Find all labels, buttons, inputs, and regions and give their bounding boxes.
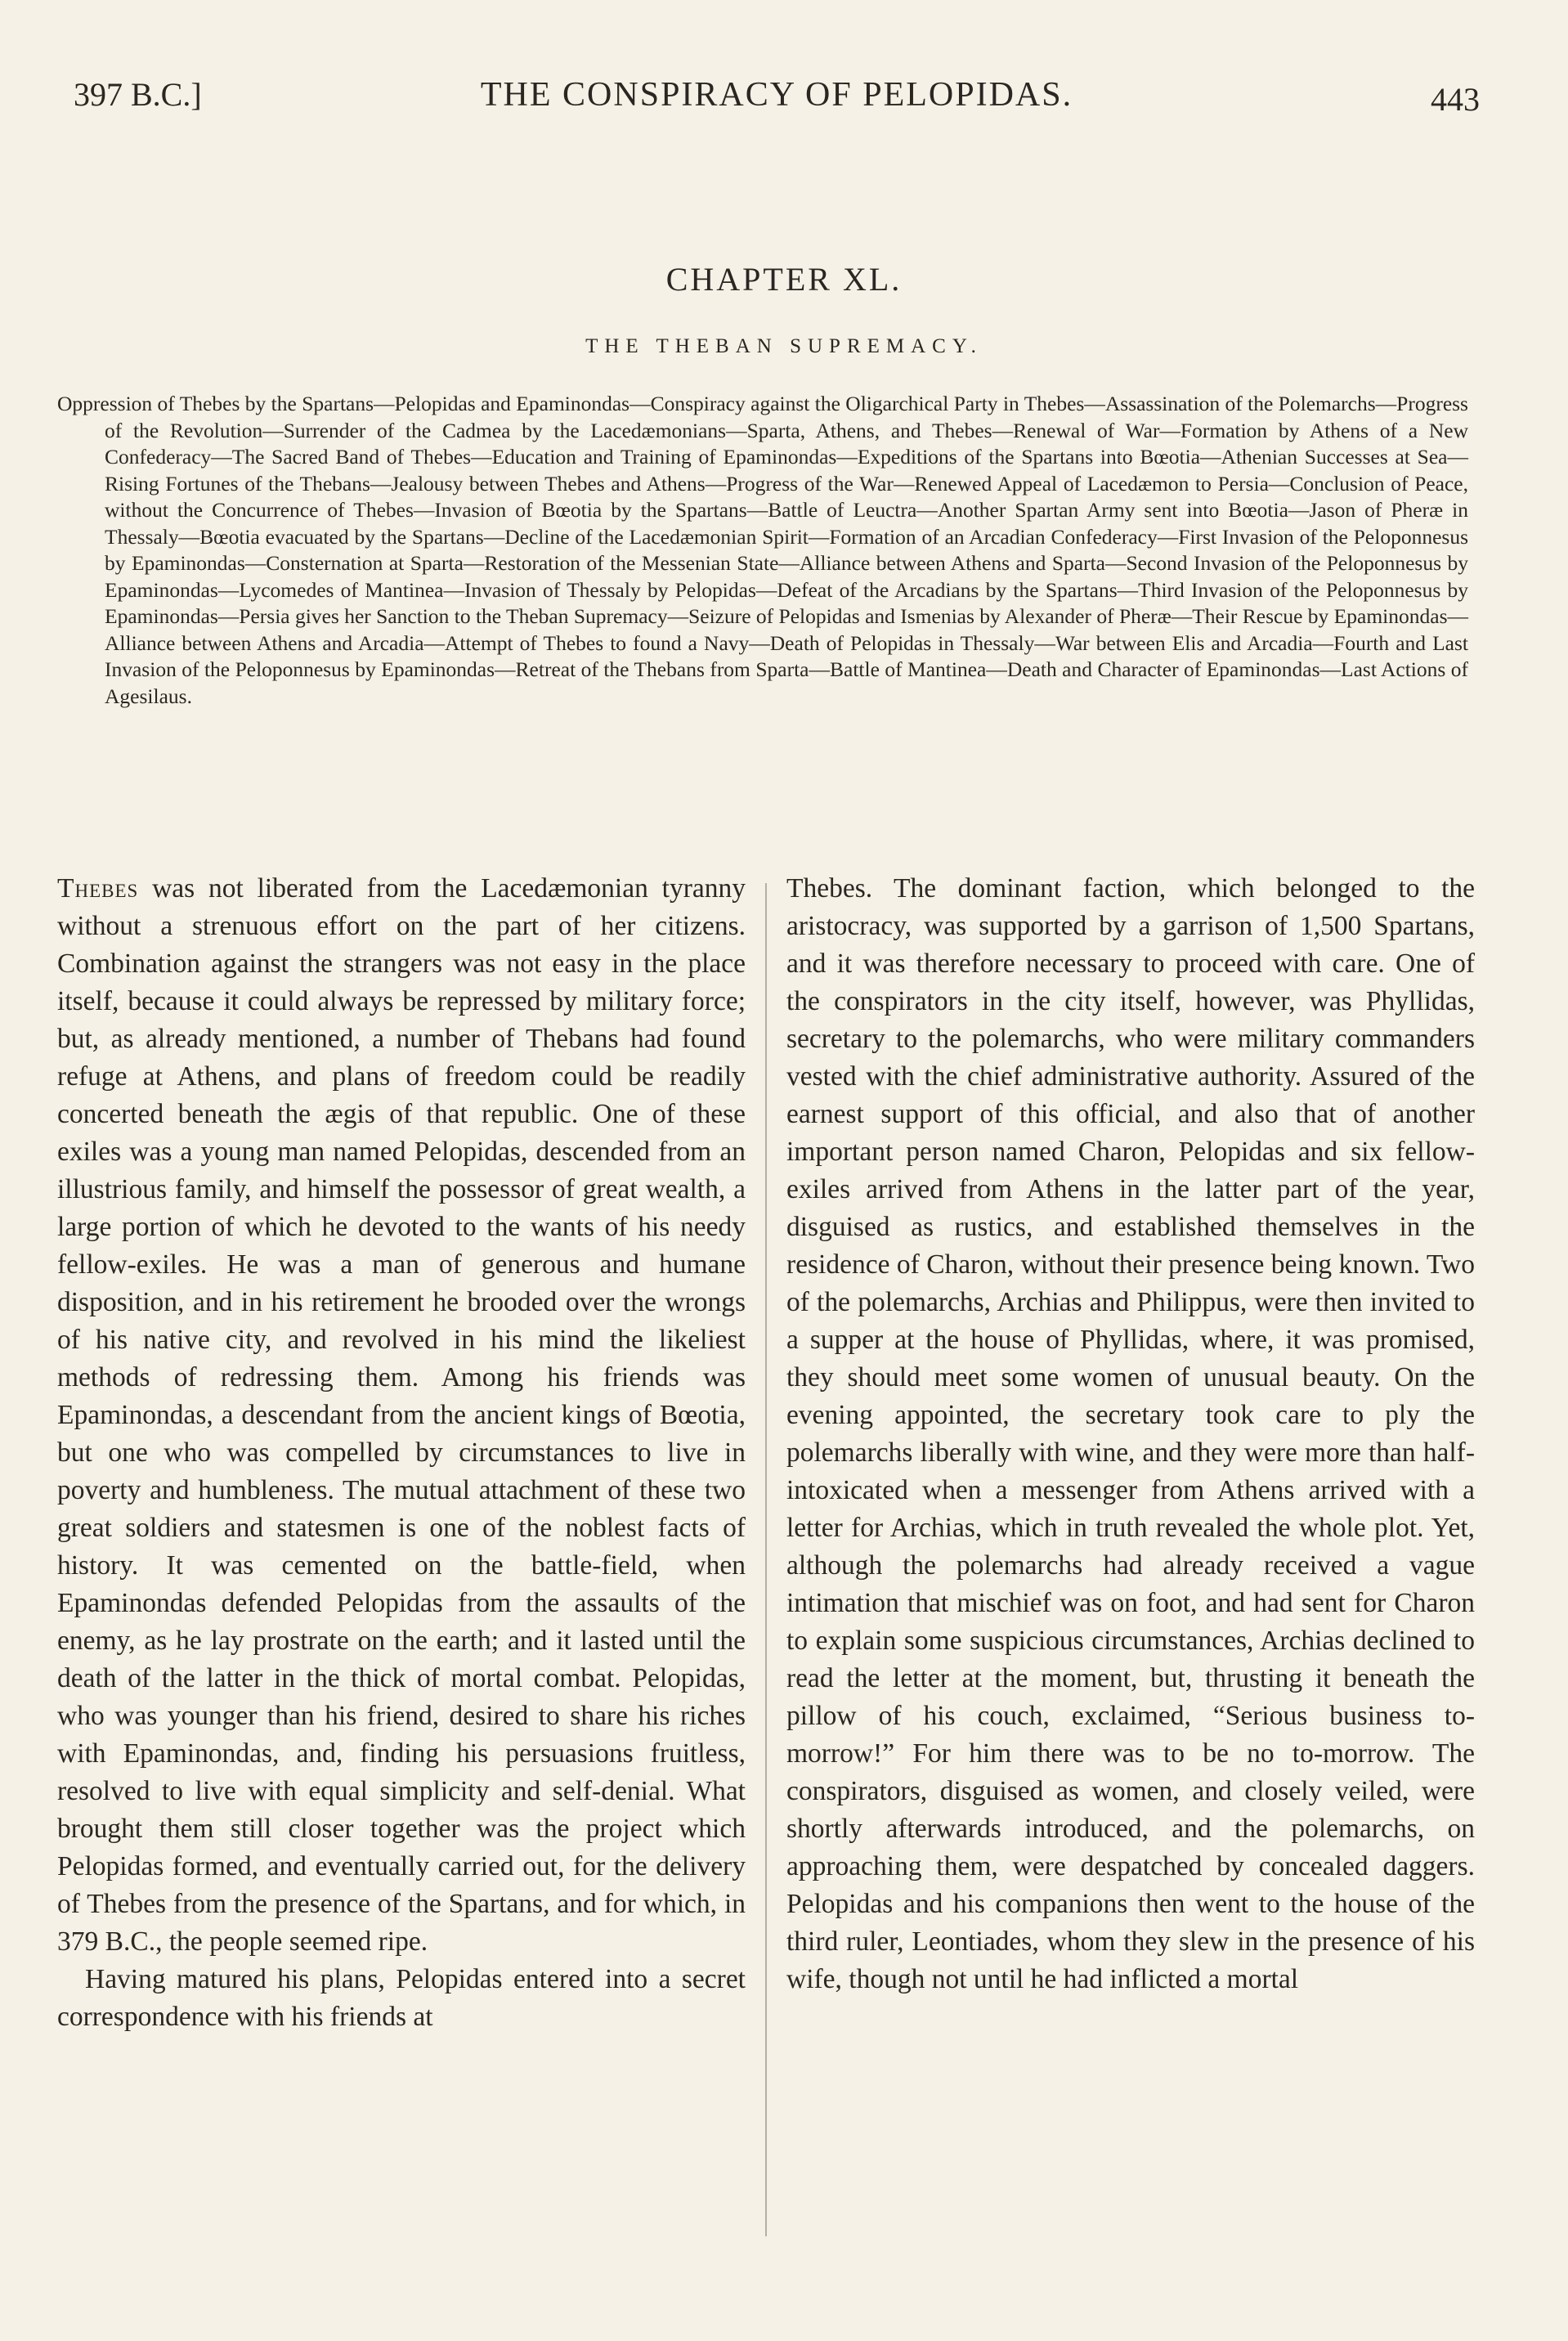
- paragraph: Thebes. The dominant faction, which belonged to the aristocracy, was supported by a garrison of 1,500 Spartans, and it was therefore necessary to proceed with care. One of the conspirators in the city itself, however, was Phyllidas, secretary to the polemarchs, who were military commanders vested with the chief administrative authority. Assured of the earnest support of this official, and also that of another important person named Charon, Pelopidas and six fellow-exiles arrived from Athens in the latter part of the year, disguised as rustics, and established themselves in the residence of Charon, without their presence being known. Two of the polemarchs, Archias and Philippus, were then invited to a supper at the house of Phyllidas, where, it was promised, they should meet some women of unusual beauty. On the evening appointed, the secretary took care to ply the polemarchs liberally with wine, and they were more than half-intoxicated when a messenger from Athens arrived with a letter for Archias, which in truth revealed the whole plot. Yet, although the polemarchs had already received a vague intimation that mischief was on foot, and had sent for Charon to explain some suspicious circumstances, Archias declined to read the letter at the moment, but, thrusting it beneath the pillow of his couch, exclaimed, “Serious business to-morrow!” For him there was to be no to-morrow. The conspirators, disguised as women, and closely veiled, were shortly afterwards introduced, and the polemarchs, on approaching them, were despatched by concealed daggers. Pelopidas and his companions then went to the house of the third ruler, Leontiades, whom they slew in the presence of his wife, though not until he had inflicted a mortal: [786, 873, 1475, 1994]
- chapter-synopsis: Oppression of Thebes by the Spartans—Pelopidas and Epaminondas—Conspiracy against the Oligarchical Party in Thebes—Assassination of the Polemarchs—Progress of the Revolution—Surrender of the Cadmea by the Lacedæmonians—Sparta, Athens, and Thebes—Renewal of War—Formation by Athens of a New Confederacy—The Sacred Band of Thebes—Education and Training of Epaminondas—Expeditions of the Spartans into Bœotia—Athenian Successes at Sea—Rising Fortunes of the Thebans—Jealousy between Thebes and Athens—Progress of the War—Renewed Appeal of Lacedæmon to Persia—Conclusion of Peace, without the Concurrence of Thebes—Invasion of Bœotia by the Spartans—Battle of Leuctra—Another Spartan Army sent into Bœotia—Jason of Pheræ in Thessaly—Bœotia evacuated by the Spartans—Decline of the Lacedæmonian Spirit—Formation of an Arcadian Confederacy—First Invasion of the Peloponnesus by Epaminondas—Consternation at Sparta—Restoration of the Messenian State—Alliance between Athens and Sparta—Second Invasion of the Peloponnesus by Epaminondas—Lycomedes of Mantinea—Invasion of Thessaly by Pelopidas—Defeat of the Arcadians by the Spartans—Third Invasion of the Peloponnesus by Epaminondas—Persia gives her Sanction to the Theban Supremacy—Seizure of Pelopidas and Ismenias by Alexander of Pheræ—Their Rescue by Epaminondas—Alliance between Athens and Arcadia—Attempt of Thebes to found a Navy—Death of Pelopidas in Thessaly—War between Elis and Arcadia—Fourth and Last Invasion of the Peloponnesus by Epaminondas—Retreat of the Thebans from Sparta—Battle of Mantinea—Death and Character of Epaminondas—Last Actions of Agesilaus.: [57, 392, 1468, 708]
- paragraph: [57, 870, 746, 1961]
- body-column-left: [57, 870, 746, 2036]
- paragraph: Having matured his plans, Pelopidas entered into a secret correspondence with his friends at: [57, 1964, 746, 2032]
- header-year: 397 B.C.]: [74, 76, 202, 113]
- chapter-number: CHAPTER XL.: [665, 261, 903, 298]
- chapter-subtitle: THE THEBAN SUPREMACY.: [585, 335, 983, 357]
- column-divider: [765, 883, 767, 2236]
- body-column-right: [786, 870, 1475, 1998]
- running-header: [74, 75, 1480, 124]
- paragraph-lead-word: Thebes: [57, 873, 139, 904]
- header-title: THE CONSPIRACY OF PELOPIDAS.: [480, 76, 1073, 114]
- page-number: 443: [1431, 81, 1480, 118]
- paragraph-text: was not liberated from the Lacedæmonian tyranny without a strenuous effort on the part of her citizens. Combination against the strangers was not easy in the place itself, because it could always be repressed by military force; but, as already mentioned, a number of Thebans had found refuge at Athens, and plans of freedom could be readily concerted beneath the ægis of that republic. One of these exiles was a young man named Pelopidas, descended from an illustrious family, and himself the possessor of great wealth, a large portion of which he devoted to the wants of his needy fellow-exiles. He was a man of generous and humane disposition, and in his retirement he brooded over the wrongs of his native city, and revolved in his mind the likeliest methods of redressing them. Among his friends was Epaminondas, a descendant from the ancient kings of Bœotia, but one who was compelled by circumstances to live in poverty and humbleness. The mutual attachment of these two great soldiers and statesmen is one of the noblest facts of history. It was cemented on the battle-field, when Epaminondas defended Pelopidas from the assaults of the enemy, as he lay prostrate on the earth; and it lasted until the death of the latter in the thick of mortal combat. Pelopidas, who was younger than his friend, desired to share his riches with Epaminondas, and, finding his persuasions fruitless, resolved to live with equal simplicity and self-denial. What brought them still closer together was the project which Pelopidas formed, and eventually carried out, for the delivery of Thebes from the presence of the Spartans, and for which, in 379 B.C., the people seemed ripe.: [57, 873, 746, 1957]
